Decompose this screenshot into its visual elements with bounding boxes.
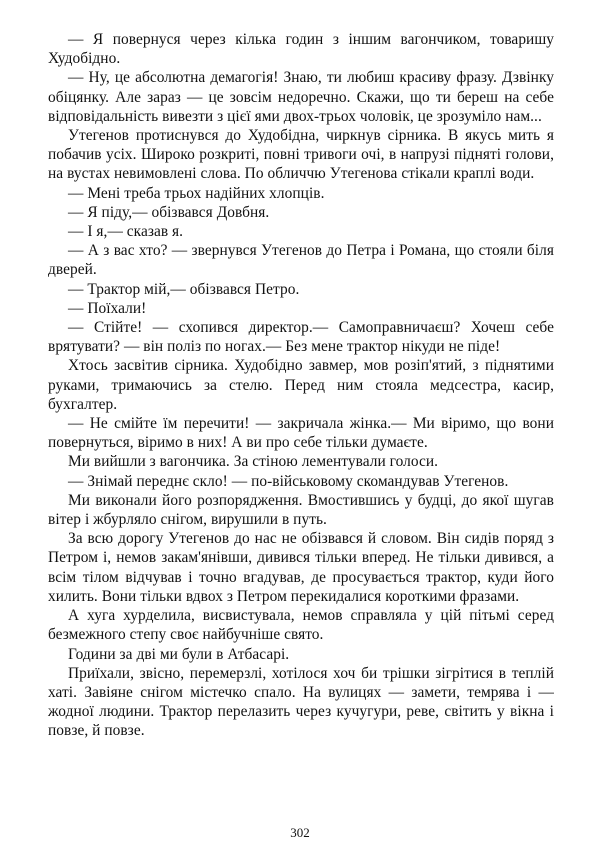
paragraph: — Знімай переднє скло! — по-військовому скомандував Утегенов. bbox=[68, 472, 509, 490]
paragraph: — І я,— сказав я. bbox=[68, 223, 184, 241]
paragraph: Хтось засвітив сірника. Худобідно завмер, мов розіп'ятий, з піднятими руками, тримаючись за стелю. Перед ним стояла медсестра, касир, бухгалтер. bbox=[48, 357, 554, 413]
paragraph: Ми виконали його розпорядження. Вмостившись у будці, до якої шугав вітер і жбурляло снігом, вирушили в путь. bbox=[48, 491, 554, 529]
paragraph: Утегенов протиснувся до Худобідна, чиркнув сірника. В якусь мить я побачив усіх. Широко розкриті, повні тривоги очі, в напрузі підняті голови, на вустах невимовлені слова. По обличчю Утегенова стікали краплі води. bbox=[48, 127, 554, 183]
paragraph: — Трактор мій,— обізвався Петро. bbox=[68, 280, 300, 298]
paragraph: Години за дві ми були в Атбасарі. bbox=[68, 645, 290, 663]
paragraph: — Поїхали! bbox=[68, 299, 147, 317]
paragraph: — Я повернуся через кілька годин з іншим вагончиком, товаришу Худобідно. bbox=[48, 31, 554, 68]
paragraph: А хуга хурделила, висвистувала, немов справляла у цій пітьмі серед безмежного степу своє найбучніше свято. bbox=[48, 607, 554, 644]
paragraph: — Не смійте їм перечити! — закричала жінка.— Ми віримо, що вони повернуться, віримо в них! А ви про себе тільки думаєте. bbox=[48, 415, 554, 452]
paragraph: — Мені треба трьох надійних хлопців. bbox=[68, 184, 325, 202]
body-text bbox=[48, 30, 554, 741]
paragraph: Ми вийшли з вагончика. За стіною лементували голоси. bbox=[68, 453, 439, 471]
paragraph: — Я піду,— обізвався Довбня. bbox=[68, 203, 270, 221]
paragraph: За всю дорогу Утегенов до нас не обізвався й словом. Він сидів поряд з Петром і, немов закам'янівши, дивився тільки вперед. Не тільки дивився, а всім тілом відчував і точно вгадував, де просувається трактор, куди його хилить. Вони тільки вдвох з Петром перекидалися короткими фразами. bbox=[48, 530, 554, 605]
page-number: 302 bbox=[290, 825, 310, 840]
paragraph: — Ну, це абсолютна демагогія! Знаю, ти любиш красиву фразу. Дзвінку обіцянку. Але зараз — це зовсім недоречно. Скажи, що ти береш на себе відповідальність вивезти з цієї ями двох-трьох чоловік, це зрозуміло нам... bbox=[48, 69, 554, 125]
paragraph: — А з вас хто? — звернувся Утегенов до Петра і Романа, що стояли біля дверей. bbox=[48, 242, 554, 279]
paragraph: — Стійте! — схопився директор.— Самоправничаєш? Хочеш себе врятувати? — він поліз по ногах.— Без мене трактор нікуди не піде! bbox=[48, 319, 554, 356]
paragraph: Приїхали, звісно, перемерзлі, хотілося хоч би трішки зігрітися в теплій хаті. Завіяне снігом містечко спало. На вулицях — замети, темрява і — жодної людини. Трактор перелазить через кучугури, реве, світить у вікна і повзе, й повзе. bbox=[48, 664, 554, 740]
